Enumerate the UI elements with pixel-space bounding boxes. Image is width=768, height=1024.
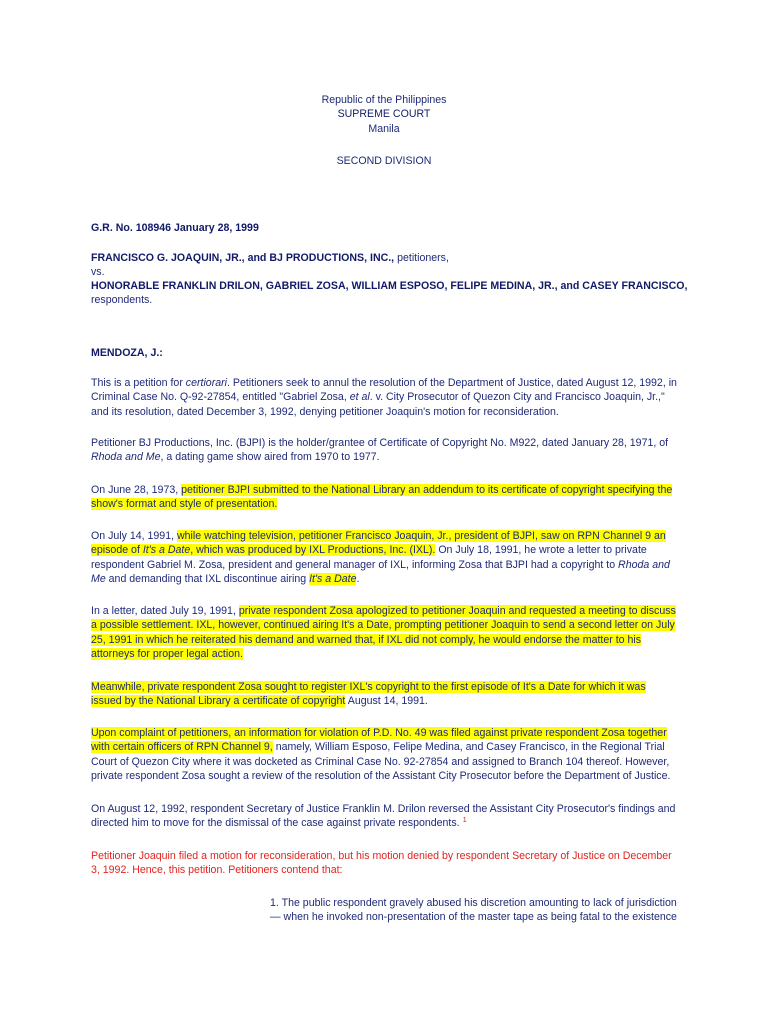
p4-text-c: and demanding that IXL discontinue airing xyxy=(105,573,310,586)
paragraph-3 xyxy=(91,483,679,512)
p1-emphasis-2: et al xyxy=(349,391,370,404)
paragraph-1 xyxy=(91,376,679,419)
p4-text-a: On July 14, 1991, xyxy=(91,530,177,542)
contention-line-1 xyxy=(270,896,680,910)
p3-text-a: On June 28, 1973, xyxy=(91,484,182,496)
petitioners-role: petitioners, xyxy=(397,252,449,264)
versus: vs. xyxy=(91,266,105,278)
p5-text-a: In a letter, dated July 19, 1991, xyxy=(91,605,239,617)
p4-text-b: On July 18, 1991, he wrote a letter to private respondent Gabriel M. Zosa, president and general manager of IXL, informing Zosa that BJPI had a copyright to xyxy=(91,544,647,571)
p4-emphasis-2: It's a Date xyxy=(309,573,357,586)
p4-highlight-emphasis: It's a Date xyxy=(142,544,191,557)
p3-highlight: petitioner BJPI submitted to the National Library an addendum to its certificate of copyright specifying the show's format and style of presentation. xyxy=(91,484,673,511)
republic-line: Republic of the Philippines xyxy=(321,94,447,106)
p2-text-a: Petitioner BJ Productions, Inc. (BJPI) is the holder/grantee of Certificate of Copyright No. M922, dated January 28, 1971, of xyxy=(91,437,669,449)
respondents-role: respondents. xyxy=(91,294,153,307)
p6-highlight: Meanwhile, private respondent Zosa sought to register IXL's copyright to the first episode of It's a Date for which it was issued by the National Library a certificate of copyright xyxy=(91,681,646,708)
contention-dash: — xyxy=(270,911,281,924)
paragraph-9: Petitioner Joaquin filed a motion for reconsideration, but his motion denied by respondent Secretary of Justice on December 3, 1992. Hence, this petition. Petitioners contend that: xyxy=(91,850,672,877)
paragraph-8 xyxy=(91,802,679,831)
p2-emphasis: Rhoda and Me xyxy=(91,451,161,464)
p5-highlight: private respondent Zosa apologized to petitioner Joaquin and requested a meeting to discuss a possible settlement. IXL, however, continued airing It's a Date, prompting petitioner Joaquin to send a second letter on July 25, 1991 in which he reiterated his demand and warned that, if IXL did not comply, he would endorse the matter to his attorneys for proper legal action. xyxy=(91,605,676,661)
respondents-line xyxy=(91,279,711,308)
p4-text-d: . xyxy=(356,573,360,586)
ponente: MENDOZA, J.: xyxy=(91,347,163,359)
petitioners-line xyxy=(91,251,711,265)
division-line: SECOND DIVISION xyxy=(336,155,432,167)
petitioners-names: FRANCISCO G. JOAQUIN, JR., and BJ PRODUCTIONS, INC., xyxy=(91,252,395,264)
respondents-names: HONORABLE FRANKLIN DRILON, GABRIEL ZOSA, WILLIAM ESPOSO, FELIPE MEDINA, JR., and CASEY FRANCISCO, xyxy=(91,280,688,292)
court-name: SUPREME COURT xyxy=(337,108,431,121)
contention-item-1 xyxy=(270,896,680,925)
p4-highlight-1: while watching television, petitioner Francisco Joaquin, Jr., president of BJPI, saw on RPN Channel 9 an episode of xyxy=(91,530,666,557)
document-header xyxy=(0,93,768,136)
p1-text-c: . v. City Prosecutor of Quezon City and Francisco Joaquin, Jr.," and its resolution, dated December 3, 1992, denying petitioner Joaquin's motion for reconsideration. xyxy=(91,391,665,418)
gr-number: G.R. No. 108946 January 28, 1999 xyxy=(91,222,259,234)
p6-text-b: August 14, 1991. xyxy=(345,695,428,708)
p1-emphasis: certiorari xyxy=(185,377,228,389)
p4-highlight-2: , which was produced by IXL Productions, Inc. (IXL). xyxy=(190,544,436,557)
p1-text-a: This is a petition for xyxy=(91,377,186,389)
paragraph-6 xyxy=(91,680,679,709)
contention-text-2: when he invoked non-presentation of the master tape as being fatal to the existence xyxy=(283,911,677,924)
paragraph-2 xyxy=(91,436,679,465)
p7-text-b: namely, William Esposo, Felipe Medina, and Casey Francisco, in the Regional Trial Court of Quezon City where it was docketed as Criminal Case No. 92-27854 and assigned to Branch 104 thereof. However, private respondent Zosa sought a review of the resolution of the Assistant City Prosecutor before the Department of Justice. xyxy=(91,741,671,783)
p7-highlight: Upon complaint of petitioners, an information for violation of P.D. No. 49 was filed against private respondent Zosa together with certain officers of RPN Channel 9, xyxy=(91,727,667,754)
paragraph-7 xyxy=(91,726,679,784)
p8-text: On August 12, 1992, respondent Secretary of Justice Franklin M. Drilon reversed the Assistant City Prosecutor's findings and directed him to move for the dismissal of the case against private respondents. xyxy=(91,803,676,830)
court-city: Manila xyxy=(368,122,400,135)
contention-number: 1. xyxy=(270,897,279,909)
p2-text-b: , a dating game show aired from 1970 to 1977. xyxy=(160,451,380,464)
contention-line-2 xyxy=(270,910,680,924)
paragraph-5 xyxy=(91,604,679,662)
footnote-1-link[interactable]: 1 xyxy=(462,815,467,825)
p4-emphasis: Rhoda and Me xyxy=(91,558,670,586)
p1-text-b: . Petitioners seek to annul the resolution of the Department of Justice, dated August 12, 1992, in Criminal Case No. Q-92-27854, entitled "Gabriel Zosa, xyxy=(91,377,677,404)
paragraph-4 xyxy=(91,529,679,587)
contention-text-1: The public respondent gravely abused his discretion amounting to lack of jurisdiction xyxy=(281,897,677,909)
